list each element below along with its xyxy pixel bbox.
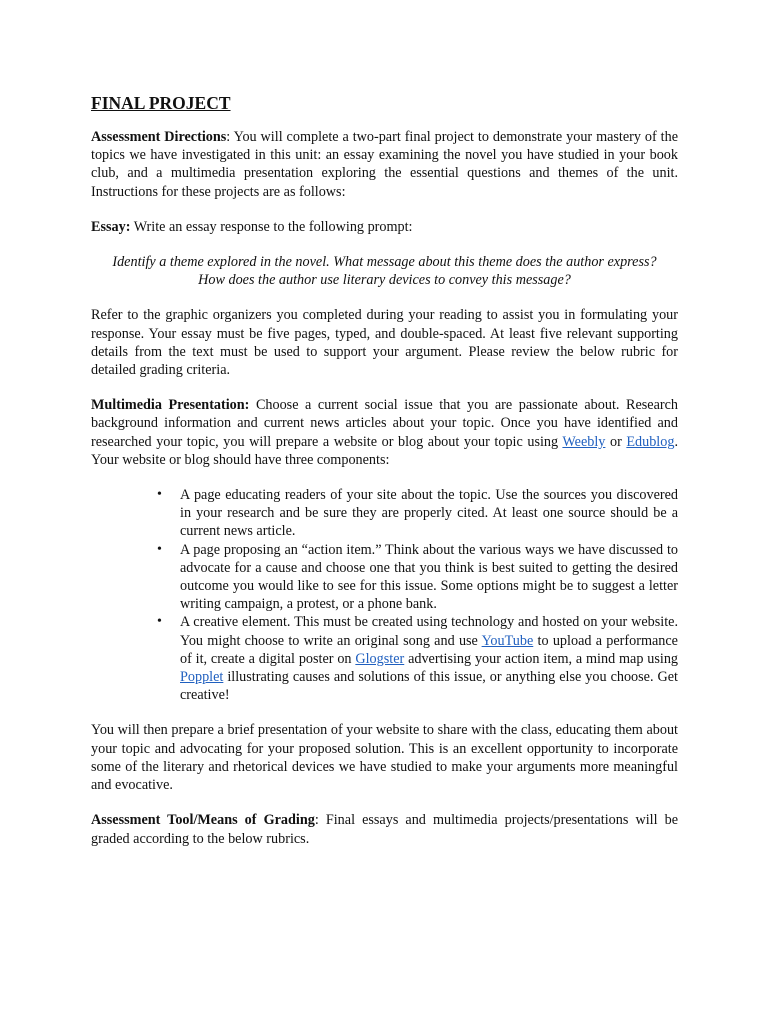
multimedia-label: Multimedia Presentation: bbox=[91, 397, 250, 414]
page-title: FINAL PROJECT bbox=[91, 93, 231, 113]
multimedia-paragraph bbox=[91, 396, 678, 469]
presentation-paragraph: You will then prepare a brief presentation of your website to share with the class, educating them about your topic and advocating for your proposed solution. This is an excellent opportunity to incorporate some of the literary and rhetorical devices we have studied to make your arguments more meaningful and evocative. bbox=[91, 722, 678, 794]
list-item bbox=[157, 486, 678, 541]
assessment-directions-label: Assessment Directions bbox=[91, 129, 227, 145]
grading-paragraph bbox=[91, 811, 678, 847]
bullet-icon: • bbox=[157, 614, 162, 630]
glogster-link[interactable]: Glogster bbox=[355, 650, 405, 667]
essay-intro-paragraph bbox=[91, 218, 678, 236]
component-item-3-text-1: A creative element. This must be created using technology and hosted on your website. You might choose to write an original song and use bbox=[180, 614, 678, 649]
essay-prompt-line-2: How does the author use literary devices to convey this message? bbox=[198, 272, 571, 289]
component-item-3-text-4: illustrating causes and solutions of this issue, or anything else you choose. Get creative! bbox=[180, 669, 678, 704]
edublog-link[interactable]: Edublog bbox=[626, 433, 675, 450]
grading-label: Assessment Tool/Means of Grading bbox=[91, 812, 315, 829]
bullet-icon: • bbox=[157, 487, 162, 503]
essay-label: Essay: bbox=[91, 218, 131, 235]
weebly-link[interactable]: Weebly bbox=[562, 433, 606, 450]
multimedia-text-or: or bbox=[605, 433, 627, 450]
grading-text: : Final essays and multimedia projects/presentations will be graded according to the below rubrics. bbox=[91, 812, 678, 847]
popplet-link[interactable]: Popplet bbox=[180, 669, 224, 686]
list-item bbox=[157, 613, 679, 704]
multimedia-text-before: Choose a current social issue that you are passionate about. Research background information and current news articles about your topic. Once you have identified and researched your topic, you will prepare a website or blog about your topic using bbox=[91, 397, 678, 450]
assessment-directions-paragraph bbox=[91, 128, 678, 201]
assessment-directions-text: : You will complete a two-part final project to demonstrate your mastery of the topics we have investigated in this unit: an essay examining the novel you have studied in your book club, and a multimedia presentation exploring the essential questions and themes of the unit. Instructions for these projects are as follows: bbox=[91, 129, 678, 200]
component-item-1-text: A page educating readers of your site about the topic. Use the sources you discovered in your research and be sure they are properly cited. At least one source should be a current news article. bbox=[180, 487, 678, 540]
component-item-3-text-3: advertising your action item, a mind map using bbox=[404, 650, 679, 667]
component-item-3-text-2: to upload a performance of it, create a digital poster on bbox=[180, 632, 678, 667]
components-list bbox=[91, 486, 678, 704]
bullet-icon: • bbox=[157, 541, 162, 557]
list-item bbox=[157, 541, 678, 614]
youtube-link[interactable]: YouTube bbox=[481, 632, 534, 649]
essay-details-paragraph: Refer to the graphic organizers you completed during your reading to assist you in formulating your response. Your essay must be five pages, typed, and double-spaced. At least five relevant supporting details from the text must be used to support your argument. Please review the below rubric for detailed grading criteria. bbox=[91, 307, 678, 379]
document-page bbox=[91, 92, 678, 865]
multimedia-text-after: . Your website or blog should have three components: bbox=[91, 433, 678, 468]
essay-prompt bbox=[91, 253, 678, 289]
component-item-2-text: A page proposing an “action item.” Think about the various ways we have discussed to advocate for a cause and choose one that you think is best suited to getting the desired outcome you would like to see for this issue. Some options might be to suggest a letter writing campaign, a protest, or a phone bank. bbox=[180, 541, 678, 613]
essay-intro-text: Write an essay response to the following prompt: bbox=[130, 218, 413, 235]
essay-prompt-line-1: Identify a theme explored in the novel. What message about this theme does the author express? bbox=[112, 254, 657, 271]
